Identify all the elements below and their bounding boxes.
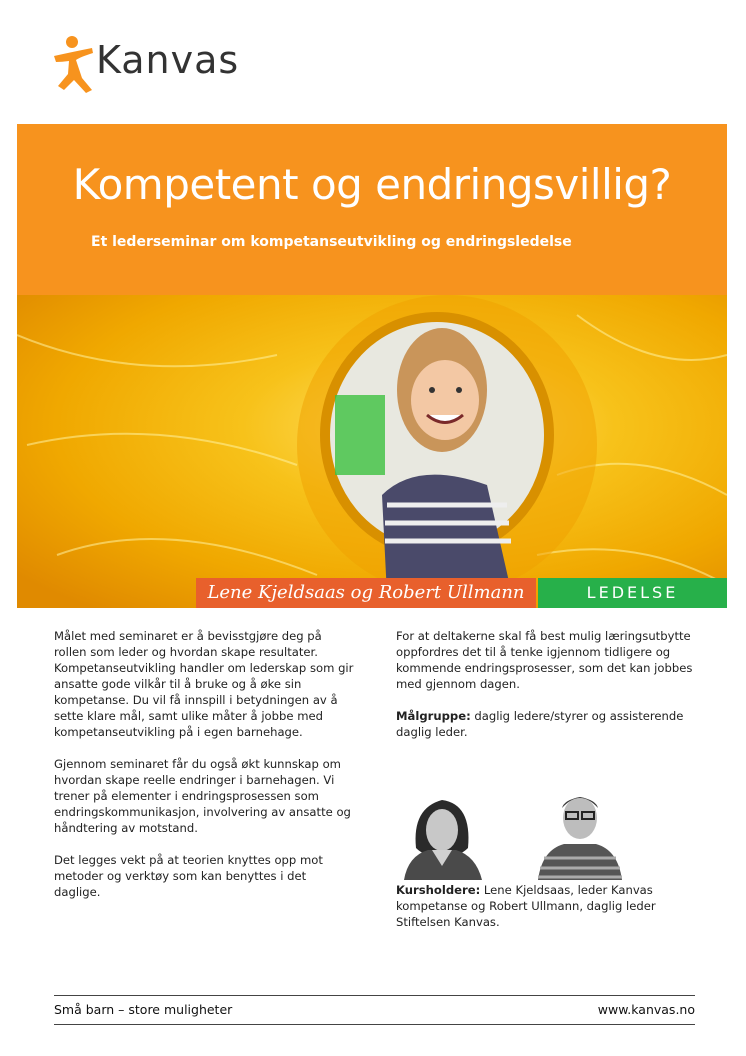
- target-group-paragraph: [396, 708, 701, 740]
- target-group-label: Målgruppe:: [396, 709, 471, 723]
- page-subtitle: Et lederseminar om kompetanseutvikling og endringsledelse: [91, 234, 572, 250]
- footer-url-link[interactable]: www.kanvas.no: [597, 1002, 695, 1017]
- portrait-robert: [534, 788, 624, 880]
- footer: [54, 995, 695, 1025]
- change-paragraph: Gjennom seminaret får du også økt kunnskap om hvordan skape reelle endringer i barnehagen. Vi trener på elementer i endringsprosessen som endringskommunikasjon, involvering av ansatte og håndtering av motstand.: [54, 757, 351, 835]
- title-banner: [17, 124, 727, 295]
- logo-text: Kanvas: [96, 38, 240, 82]
- instructors-paragraph: [396, 882, 696, 930]
- instructors-label: Kursholdere:: [396, 883, 481, 897]
- child-in-tunnel-image: [17, 295, 727, 608]
- authors-bar: Lene Kjeldsaas og Robert Ullmann: [196, 578, 536, 608]
- target-group-text: daglig ledere/styrer og assisterende daglig leder.: [396, 709, 684, 739]
- intro-paragraph: Målet med seminaret er å bevisstgjøre deg på rollen som leder og hvordan skape resultater. Kompetanseutvikling handler om lederskap som gir ansatte gode vilkår til å bruke og å øke sin kompetanse. Du vil få innspill i betydningen av å sette klare mål, samt ulike måter å jobbe med kompetanseutvikling på i egen barnehage.: [54, 629, 354, 739]
- kanvas-logo[interactable]: [52, 34, 252, 96]
- category-tag: LEDELSE: [538, 578, 727, 608]
- portrait-lene: [398, 788, 488, 880]
- left-column: [54, 628, 354, 916]
- hero-photo: [17, 295, 727, 608]
- footer-slogan: Små barn – store muligheter: [54, 1002, 233, 1017]
- page-title: Kompetent og endringsvillig?: [72, 160, 672, 209]
- right-column: [396, 628, 701, 756]
- learning-paragraph: For at deltakerne skal få best mulig læringsutbytte oppfordres det til å tenke igjennom tidligere og kommende endringsprosesser, som det kan jobbes med gjennom dagen.: [396, 629, 693, 691]
- methods-paragraph: Det legges vekt på at teorien knyttes opp mot metoder og verktøy som kan benyttes i det daglige.: [54, 853, 323, 899]
- kanvas-figure-icon: [52, 34, 96, 94]
- instructors-text: Lene Kjeldsaas, leder Kanvas kompetanse og Robert Ullmann, daglig leder Stiftelsen Kanvas.: [396, 883, 656, 929]
